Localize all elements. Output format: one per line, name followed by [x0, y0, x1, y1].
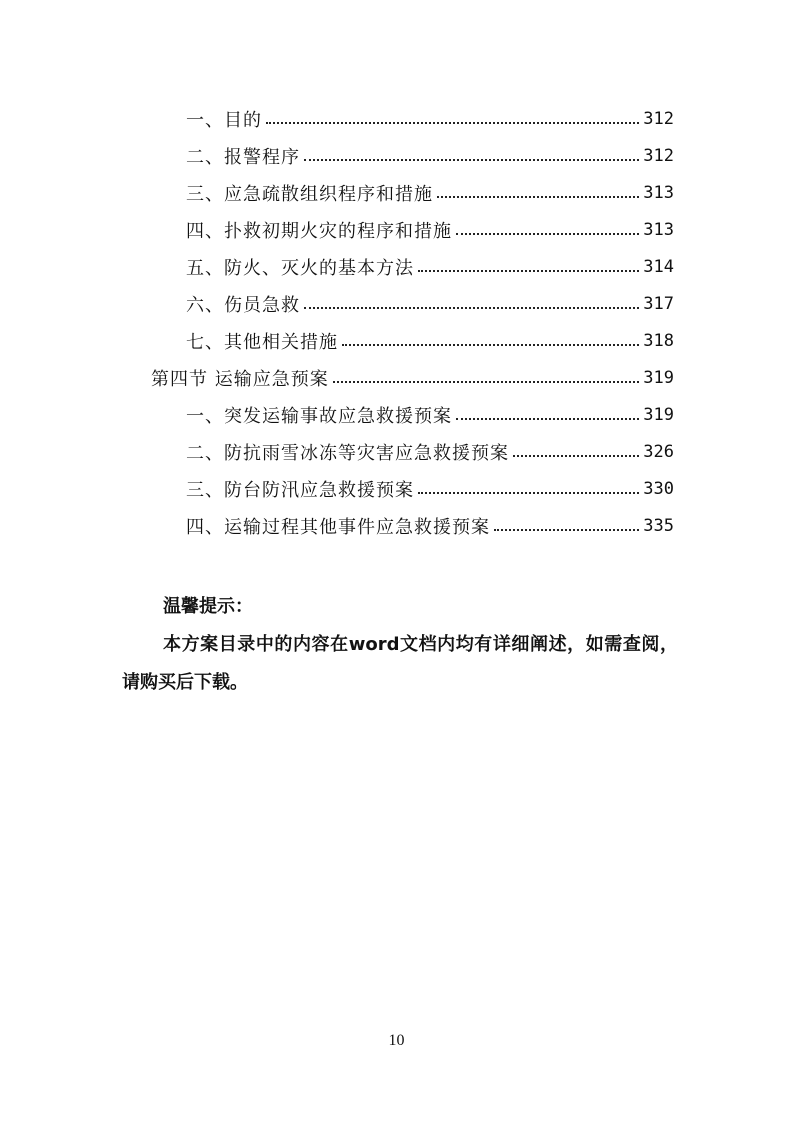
toc-leader-dots — [456, 418, 639, 420]
toc-entry-page: 312 — [643, 109, 674, 129]
toc-leader-dots — [513, 455, 639, 457]
toc-entry-label: 三、应急疏散组织程序和措施 — [186, 184, 433, 205]
toc-entry-page: 314 — [643, 257, 674, 277]
toc-entry-label: 二、报警程序 — [186, 147, 300, 168]
toc-entry-label: 七、其他相关措施 — [186, 332, 338, 353]
toc-entry[interactable] — [186, 252, 674, 282]
page-number: 10 — [388, 1032, 405, 1049]
toc-entry-label: 二、防抗雨雪冰冻等灾害应急救援预案 — [186, 443, 509, 464]
toc-entry-label: 四、运输过程其他事件应急救援预案 — [186, 517, 490, 538]
toc-leader-dots — [304, 307, 639, 309]
toc-leader-dots — [266, 122, 639, 124]
toc-leader-dots — [418, 270, 639, 272]
tip-body: 本方案目录中的内容在word文档内均有详细阐述，如需查阅，请购买后下载。 — [122, 634, 678, 693]
toc-entry-label: 六、伤员急救 — [186, 295, 300, 316]
toc-entry-page: 319 — [643, 405, 674, 425]
toc-entry-page: 313 — [643, 220, 674, 240]
toc-entry[interactable] — [186, 104, 674, 134]
tip-title: 温馨提示： — [163, 596, 253, 617]
toc-entry[interactable] — [186, 178, 674, 208]
toc-leader-dots — [342, 344, 639, 346]
toc-entry-label: 三、防台防汛应急救援预案 — [186, 480, 414, 501]
toc-entry-label: 五、防火、灭火的基本方法 — [186, 258, 414, 279]
toc-entry-label: 第四节 运输应急预案 — [151, 369, 329, 390]
toc-entry[interactable] — [186, 141, 674, 171]
toc-entry[interactable] — [186, 400, 674, 430]
toc-entry-page: 317 — [643, 294, 674, 314]
toc-leader-dots — [304, 159, 639, 161]
toc-entry-label: 一、突发运输事故应急救援预案 — [186, 406, 452, 427]
toc-entry[interactable] — [186, 511, 674, 541]
toc-leader-dots — [333, 381, 640, 383]
toc-entry[interactable] — [186, 326, 674, 356]
toc-entry-page: 312 — [643, 146, 674, 166]
toc-entry-label: 一、目的 — [186, 110, 262, 131]
toc-leader-dots — [418, 492, 639, 494]
toc-entry-page: 313 — [643, 183, 674, 203]
toc-entry-page: 319 — [643, 368, 674, 388]
toc-entry[interactable] — [186, 437, 674, 467]
toc-entry[interactable] — [186, 474, 674, 504]
toc-entry[interactable] — [186, 289, 674, 319]
toc-entry-label: 四、扑救初期火灾的程序和措施 — [186, 221, 452, 242]
toc-entry-page: 330 — [643, 479, 674, 499]
toc-entry[interactable] — [186, 215, 674, 245]
toc-section-entry[interactable] — [151, 363, 674, 393]
toc-leader-dots — [494, 529, 639, 531]
toc-leader-dots — [456, 233, 639, 235]
toc-leader-dots — [437, 196, 639, 198]
toc-entry-page: 318 — [643, 331, 674, 351]
toc-entry-page: 326 — [643, 442, 674, 462]
toc-entry-page: 335 — [643, 516, 674, 536]
